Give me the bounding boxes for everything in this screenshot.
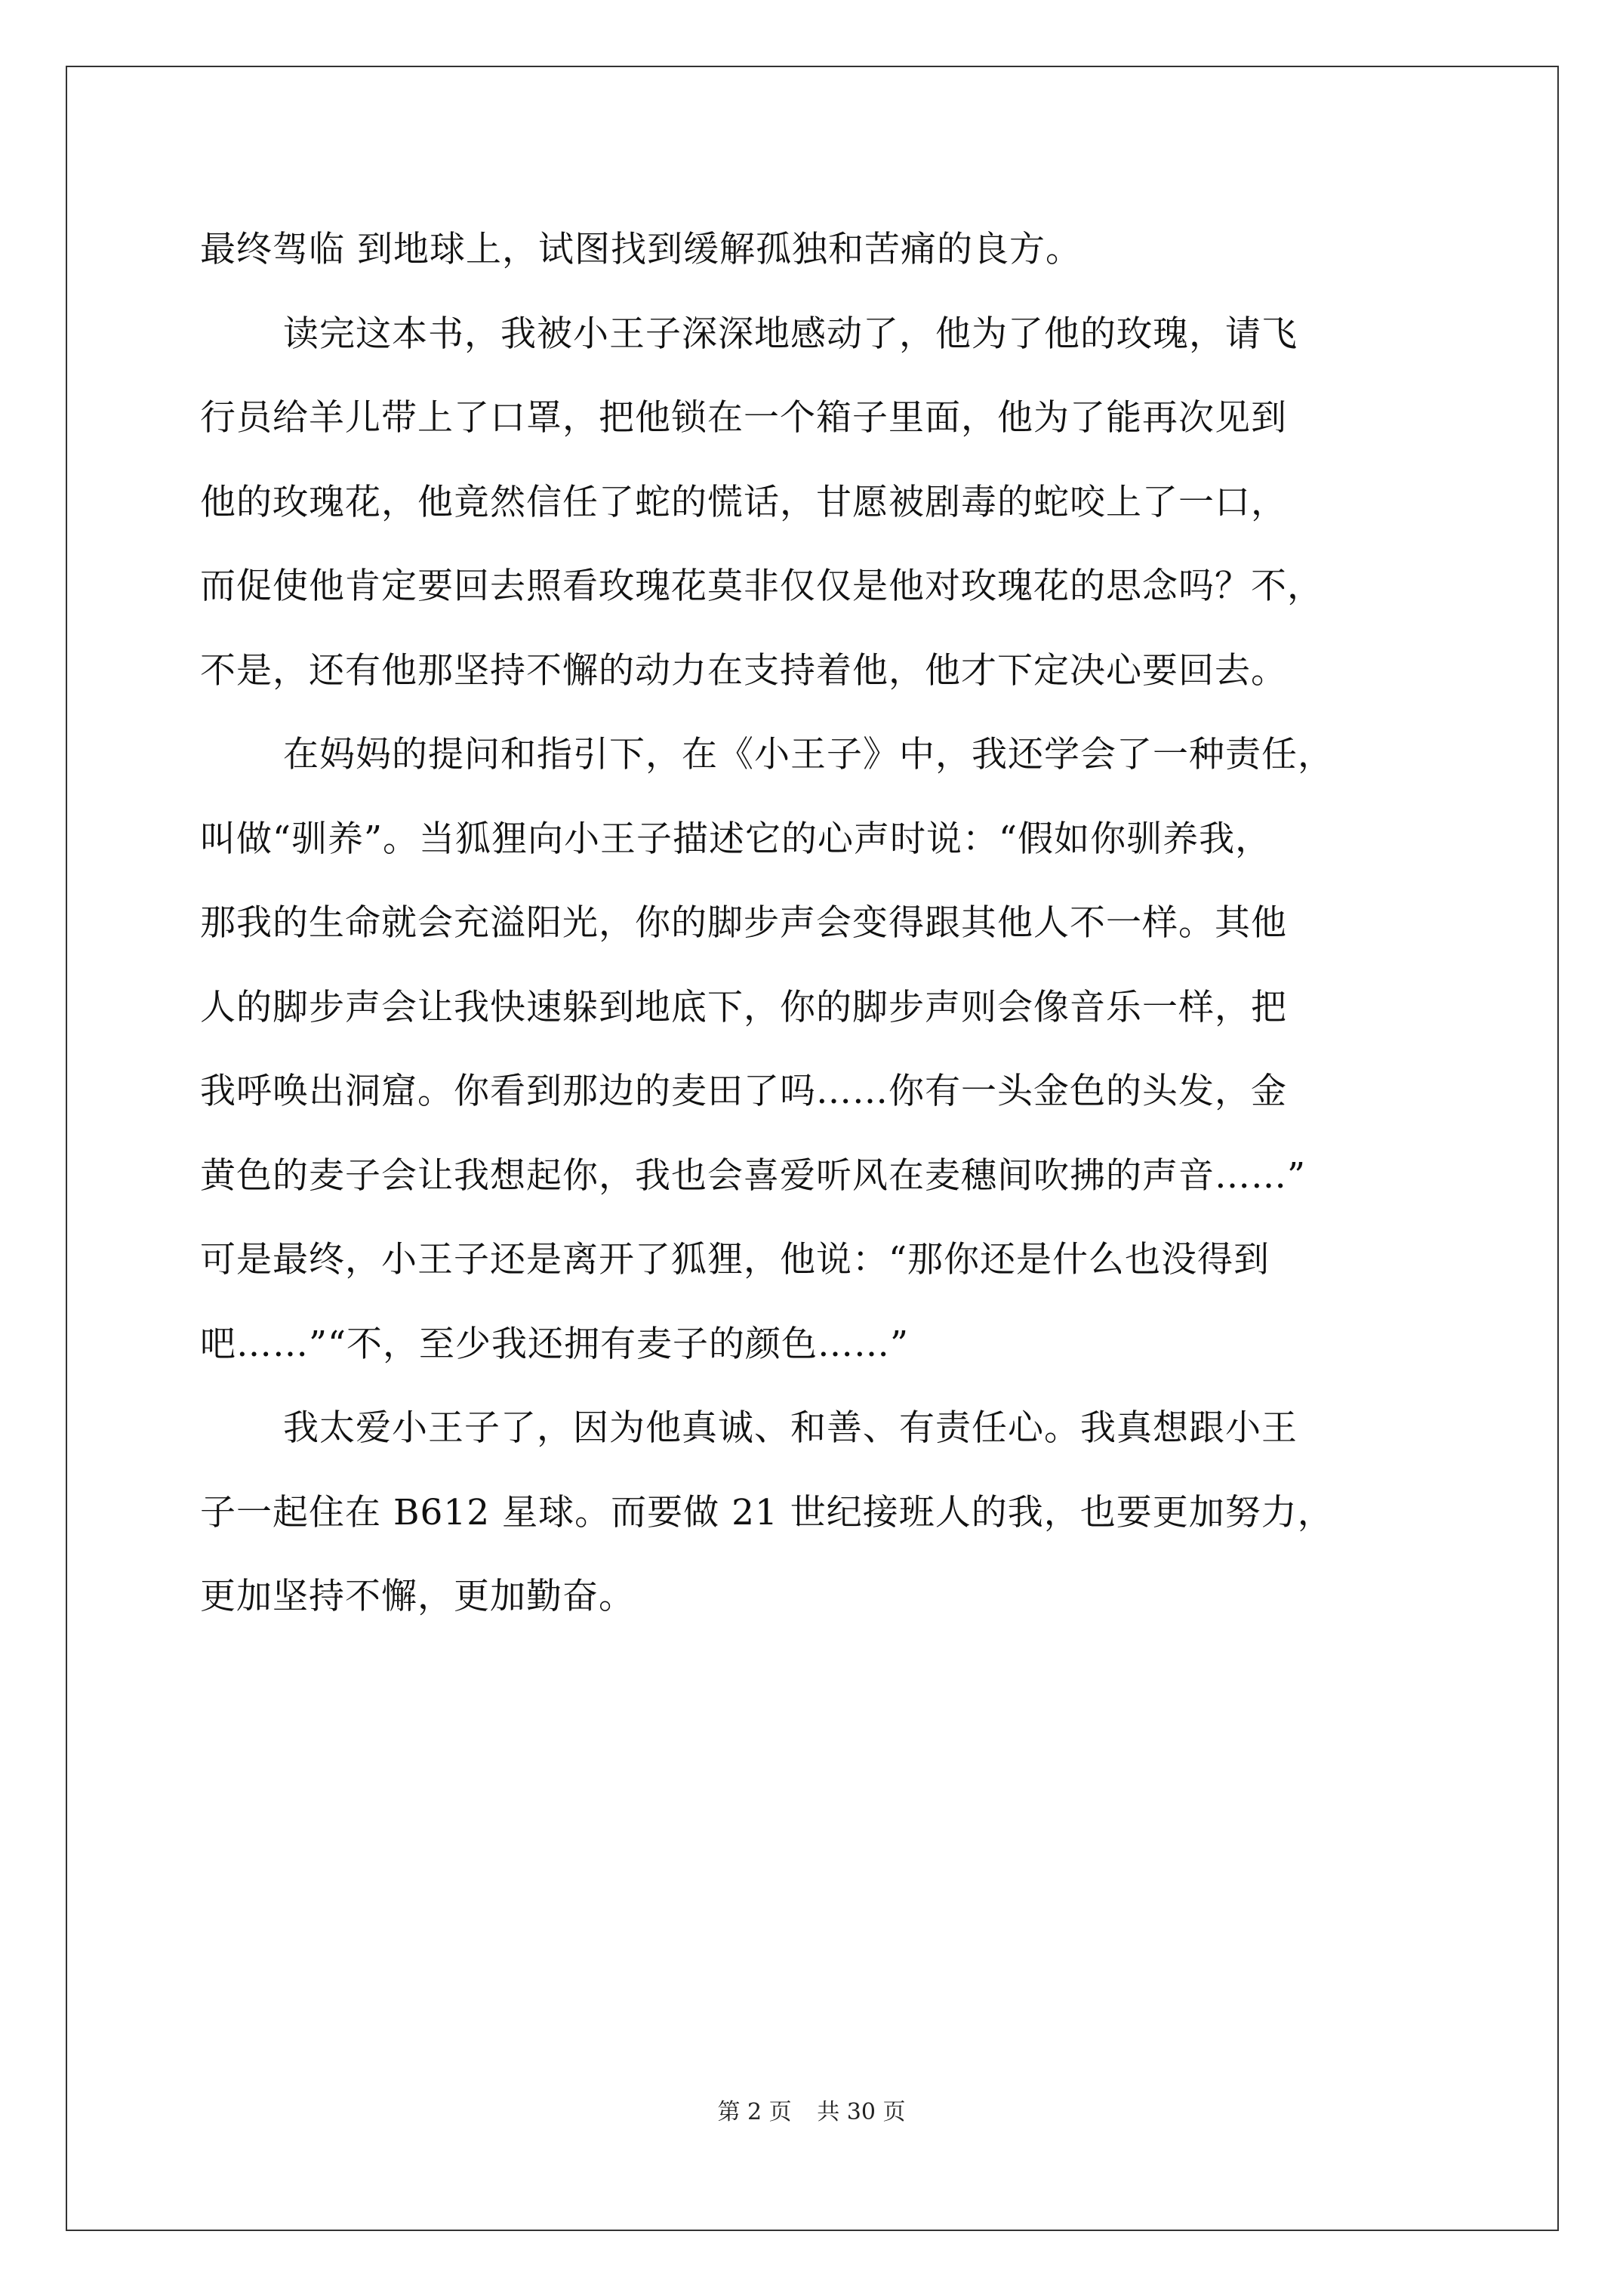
text-line: 我呼唤出洞窟。你看到那边的麦田了吗……你有一头金色的头发，金 <box>200 1071 1287 1112</box>
page-total: 共 30 页 <box>817 2099 906 2125</box>
page-footer <box>0 2097 1623 2128</box>
text-line: 可是最终，小王子还是离开了狐狸，他说：“那你还是什么也没得到 <box>200 1239 1270 1281</box>
page-number: 第 2 页 <box>717 2099 792 2125</box>
text-line: 更加坚持不懈，更加勤奋。 <box>200 1576 635 1617</box>
text-line: 人的脚步声会让我快速躲到地底下，你的脚步声则会像音乐一样，把 <box>200 986 1287 1028</box>
text-line: 黄色的麦子会让我想起你，我也会喜爱听风在麦穗间吹拂的声音……” <box>200 1154 1307 1197</box>
text-line: 行员给羊儿带上了口罩，把他锁在一个箱子里面，他为了能再次见到 <box>200 397 1287 439</box>
text-line: 吧……”“不，至少我还拥有麦子的颜色……” <box>200 1323 910 1365</box>
text-line: 子一起住在 B612 星球。而要做 21 世纪接班人的我，也要更加努力， <box>200 1491 1334 1533</box>
text-line: 在妈妈的提问和指引下，在《小王子》中，我还学会了一种责任， <box>283 734 1334 775</box>
text-line: 最终驾临 到地球上，试图找到缓解孤独和苦痛的良方。 <box>200 229 1082 270</box>
text-line: 不是，还有他那坚持不懈的动力在支持着他，他才下定决心要回去。 <box>200 649 1287 692</box>
text-line: 我太爱小王子了，因为他真诚、和善、有责任心。我真想跟小王 <box>283 1407 1298 1449</box>
text-line: 他的玫瑰花，他竟然信任了蛇的慌话，甘愿被剧毒的蛇咬上了一口， <box>200 481 1287 523</box>
document-body <box>200 208 1438 1639</box>
text-line: 那我的生命就会充溢阳光，你的脚步声会变得跟其他人不一样。其他 <box>200 902 1287 944</box>
text-line: 叫做“驯养”。当狐狸向小王子描述它的心声时说：“假如你驯养我， <box>200 818 1272 860</box>
text-line: 而促使他肯定要回去照看玫瑰花莫非仅仅是他对玫瑰花的思念吗？不， <box>200 566 1323 607</box>
text-line: 读完这本书，我被小王子深深地感动了，他为了他的玫瑰，请飞 <box>283 313 1298 355</box>
